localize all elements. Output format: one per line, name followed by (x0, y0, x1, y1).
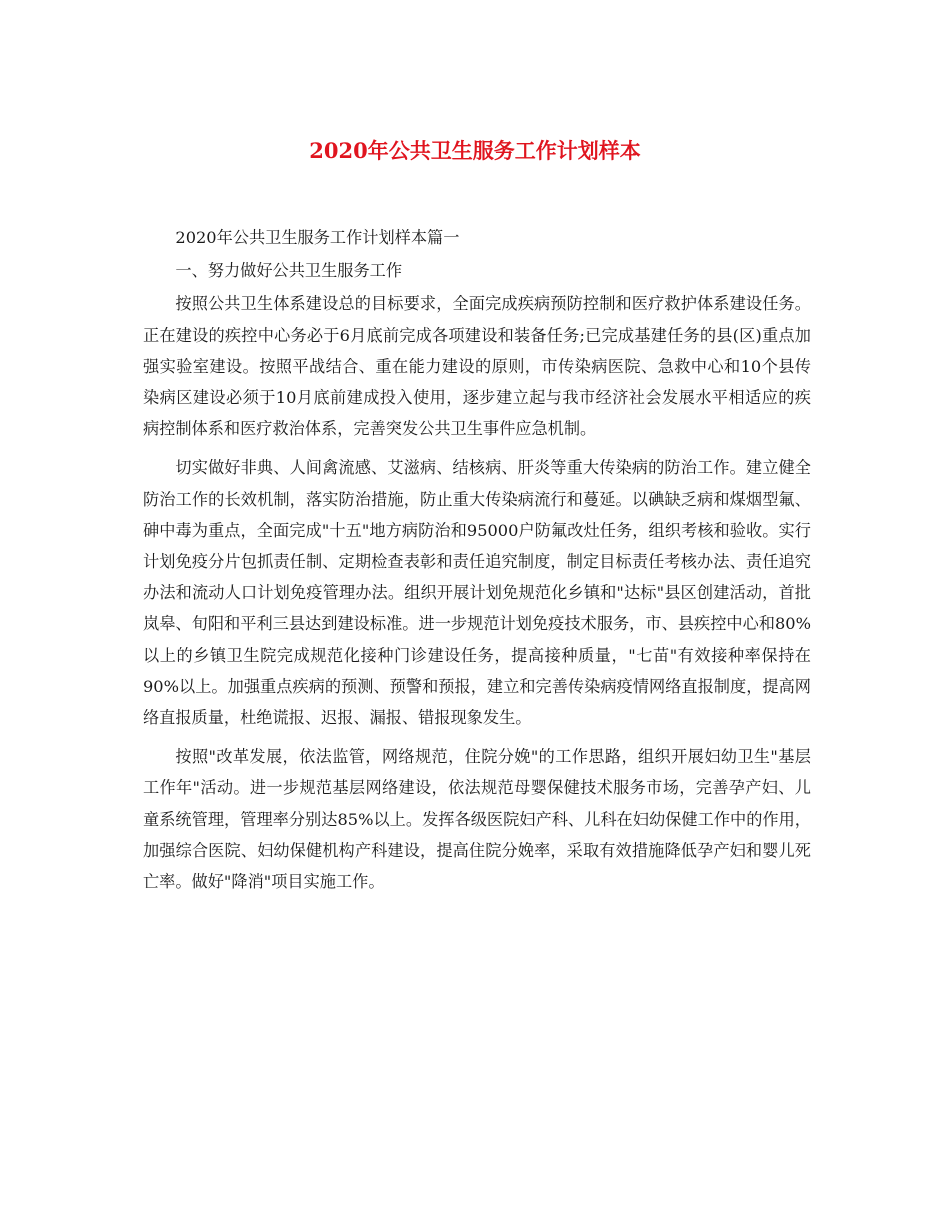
document-body (143, 222, 811, 905)
document-subtitle: 2020年公共卫生服务工作计划样本篇一 (175, 228, 460, 247)
paragraph: 按照"改革发展，依法监管，网络规范，住院分娩"的工作思路，组织开展妇幼卫生"基层工作年"活动。进一步规范基层网络建设，依法规范母婴保健技术服务市场，完善孕产妇、儿童系统管理，管理率分别达85%以上。发挥各级医院妇产科、儿科在妇幼保健工作中的作用，加强综合医院、妇幼保健机构产科建设，提高住院分娩率，采取有效措施降低孕产妇和婴儿死亡率。做好"降消"项目实施工作。 (143, 747, 811, 892)
paragraph: 切实做好非典、人间禽流感、艾滋病、结核病、肝炎等重大传染病的防治工作。建立健全防治工作的长效机制，落实防治措施，防止重大传染病流行和蔓延。以碘缺乏病和煤烟型氟、砷中毒为重点，全面完成"十五"地方病防治和95000户防氟改灶任务，组织考核和验收。实行计划免疫分片包抓责任制、定期检查表彰和责任追究制度，制定目标责任考核办法、责任追究办法和流动人口计划免疫管理办法。组织开展计划免规范化乡镇和"达标"县区创建活动，首批岚皋、旬阳和平利三县达到建设标准。进一步规范计划免疫技术服务，市、县疾控中心和80%以上的乡镇卫生院完成规范化接种门诊建设任务，提高接种质量，"七苗"有效接种率保持在90%以上。加强重点疾病的预测、预警和预报，建立和完善传染病疫情网络直报制度，提高网络直报质量，杜绝谎报、迟报、漏报、错报现象发生。 (143, 458, 811, 728)
paragraph: 按照公共卫生体系建设总的目标要求，全面完成疾病预防控制和医疗救护体系建设任务。正在建设的疾控中心务必于6月底前完成各项建设和装备任务;已完成基建任务的县(区)重点加强实验室建设。按照平战结合、重在能力建设的原则，市传染病医院、急救中心和10个县传染病区建设必须于10月底前建成投入使用，逐步建立起与我市经济社会发展水平相适应的疾病控制体系和医疗救治体系，完善突发公共卫生事件应急机制。 (143, 294, 811, 439)
document-title: 2020年公共卫生服务工作计划样本 (309, 138, 641, 163)
section-heading: 一、努力做好公共卫生服务工作 (175, 261, 403, 281)
